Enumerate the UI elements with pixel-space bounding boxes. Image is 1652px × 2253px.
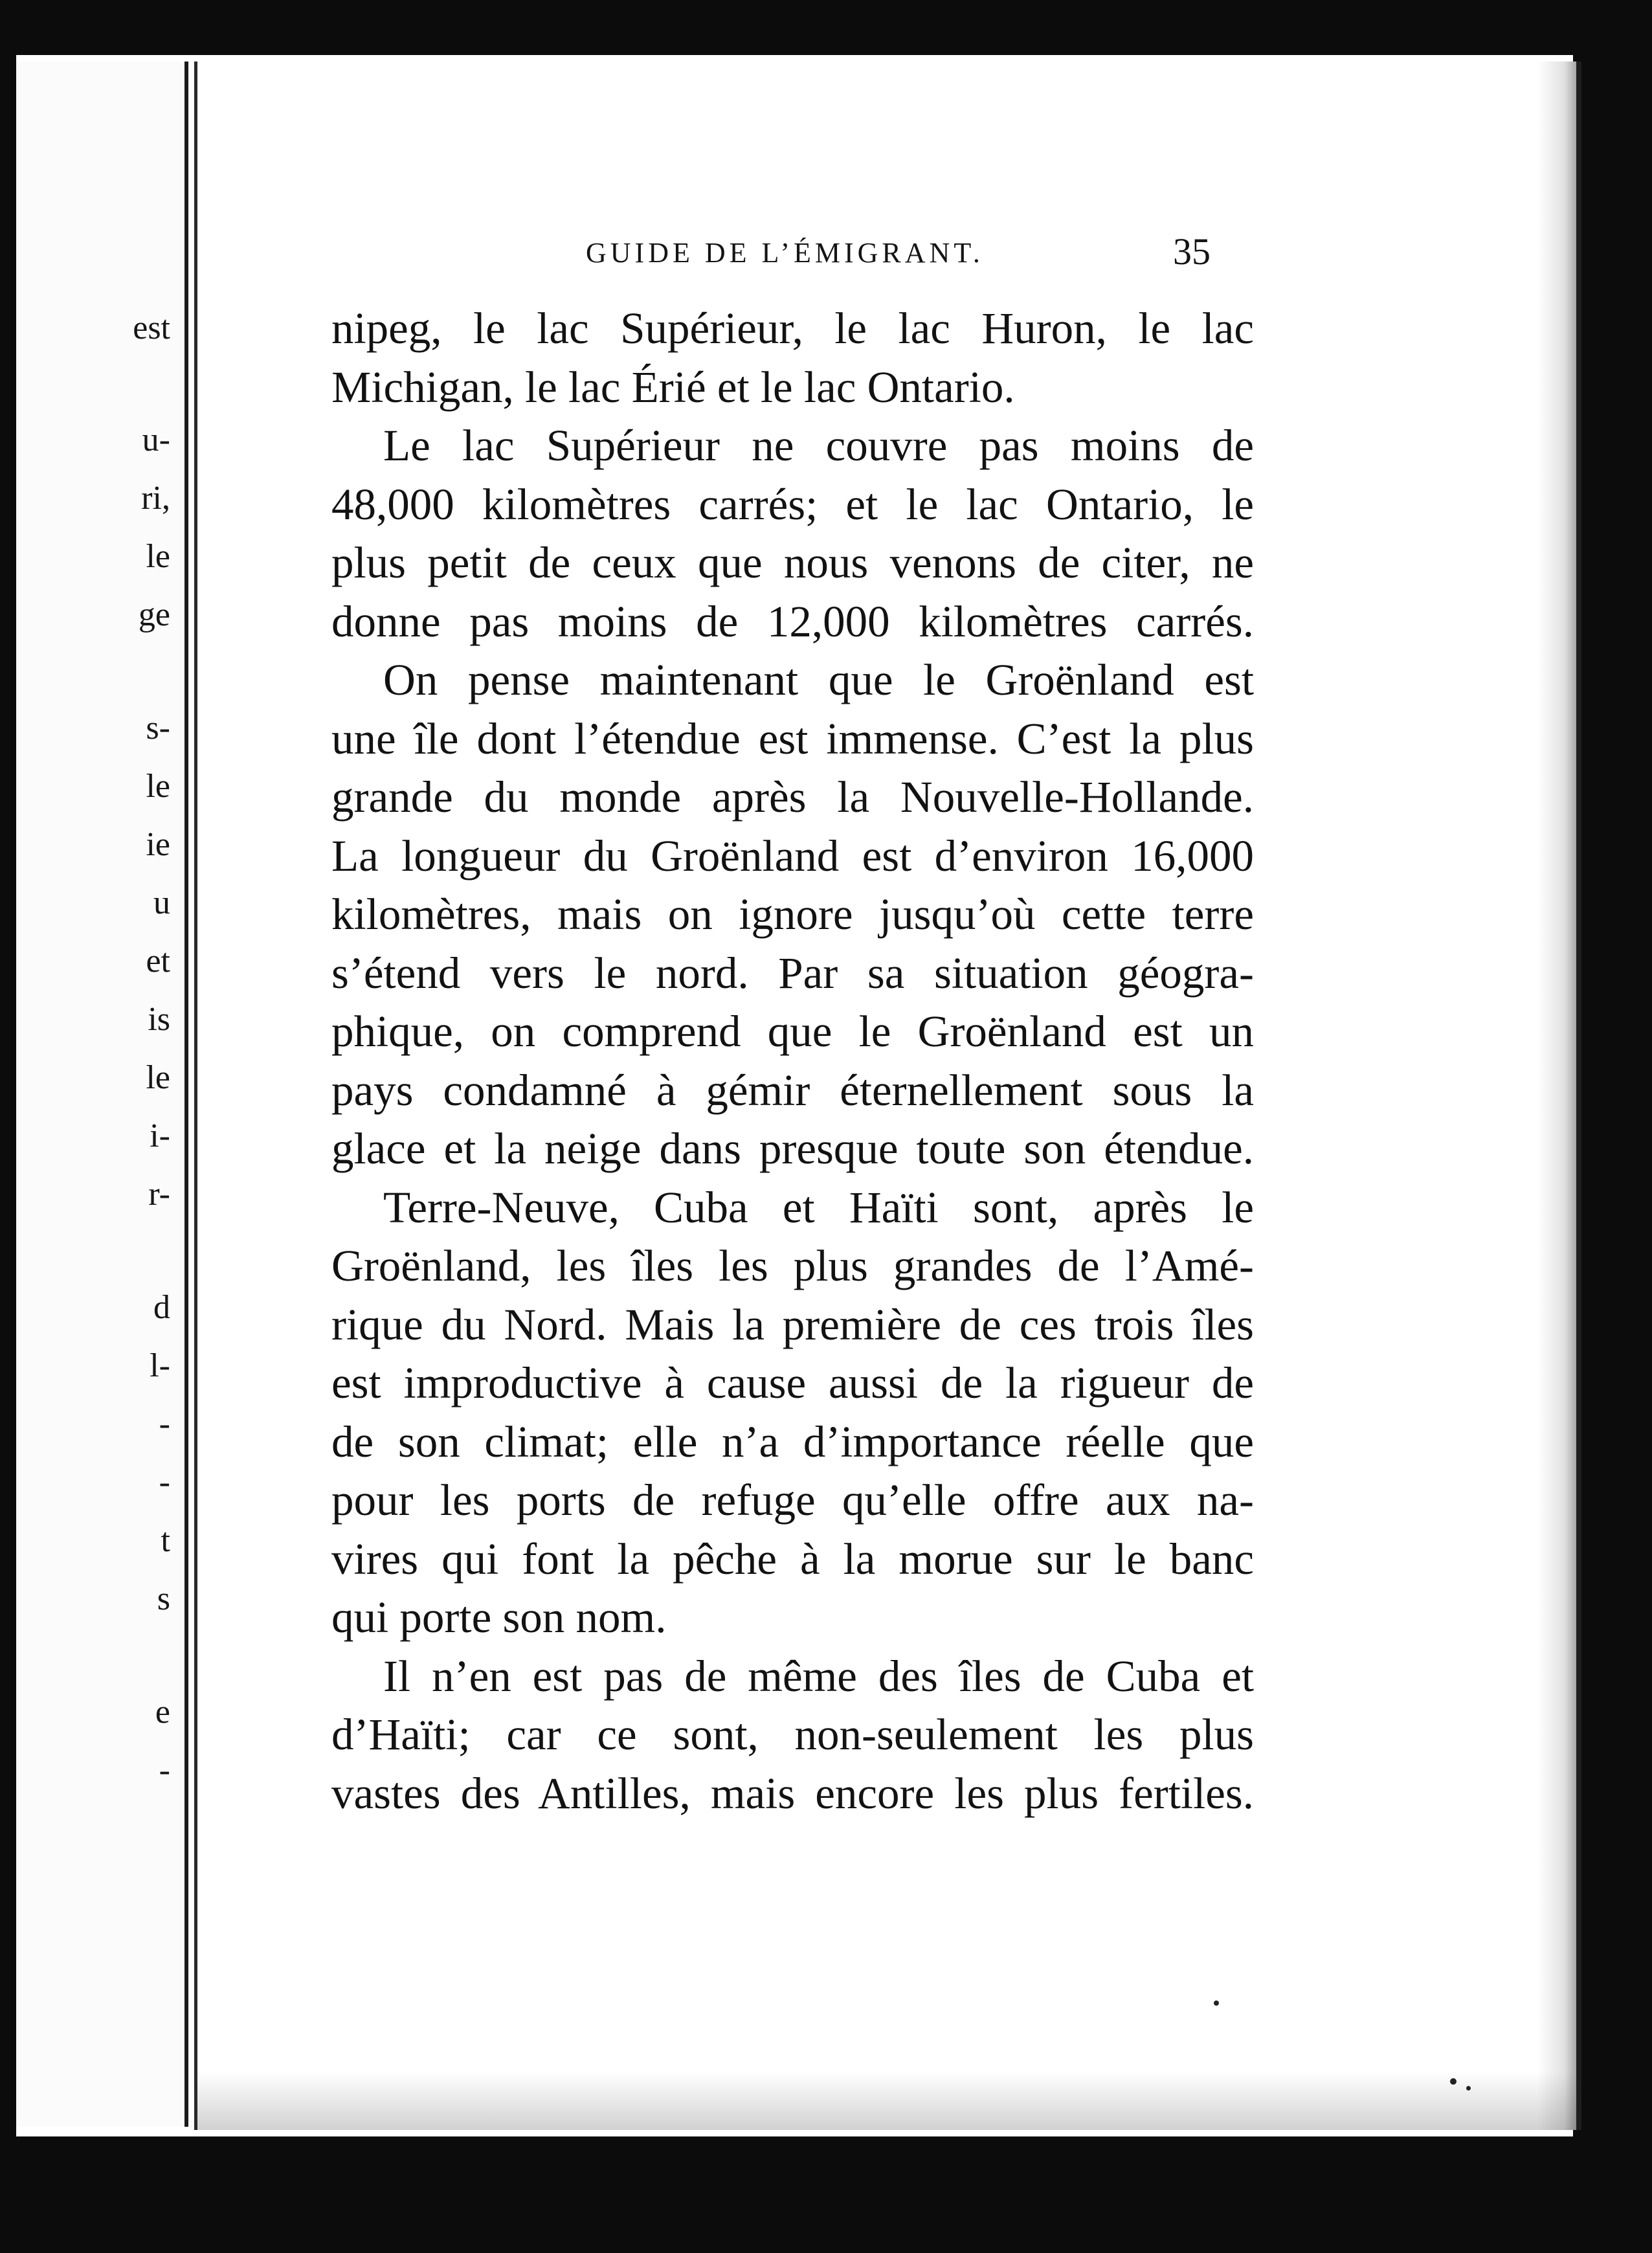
text-line: glace et la neige dans presque toute son étendue.	[331, 1124, 1254, 1173]
left-fragment: et	[146, 943, 170, 980]
text-line: vastes des Antilles, mais encore les plus fertiles.	[331, 1768, 1254, 1818]
scan-border-bottom	[0, 2136, 1652, 2253]
page-bottom-shadow	[197, 2072, 1576, 2130]
scan-speck	[1466, 2086, 1471, 2090]
text-line: vires qui font la pêche à la morue sur le banc	[331, 1534, 1254, 1584]
page-fold-shadow	[1537, 62, 1576, 2130]
left-fragment: le	[146, 1059, 170, 1096]
left-fragment: s-	[146, 710, 170, 746]
text-line: qui porte son nom.	[331, 1593, 667, 1642]
left-fragment: ri,	[141, 480, 170, 517]
left-fragment: u	[153, 884, 170, 921]
text-line: pour les ports de refuge qu’elle offre aux na-	[331, 1475, 1254, 1525]
left-fragment: d	[153, 1289, 170, 1326]
text-line: Le lac Supérieur ne couvre pas moins de	[383, 421, 1254, 470]
text-line: s’étend vers le nord. Par sa situation géogra-	[331, 948, 1254, 998]
running-head: GUIDE DE L’ÉMIGRANT.	[586, 237, 984, 269]
text-line: 48,000 kilomètres carrés; et le lac Ontario, le	[331, 479, 1254, 529]
text-line: Terre-Neuve, Cuba et Haïti sont, après le	[383, 1182, 1254, 1232]
page-number: 35	[1173, 230, 1211, 273]
left-fragment: est	[133, 309, 170, 346]
left-fragment: ie	[146, 826, 170, 863]
text-line: phique, on comprend que le Groënland est un	[331, 1007, 1254, 1056]
left-fragment: is	[148, 1001, 170, 1038]
left-fragment: i-	[150, 1117, 170, 1154]
left-fragment: -	[159, 1406, 170, 1442]
text-line: Il n’en est pas de même des îles de Cuba et	[383, 1651, 1254, 1701]
left-fragment: -	[159, 1464, 170, 1501]
text-line: une île dont l’étendue est immense. C’est la plus	[331, 713, 1254, 763]
left-fragment: s	[157, 1580, 170, 1617]
scan-border-top	[0, 0, 1652, 55]
text-line: kilomètres, mais on ignore jusqu’où cette terre	[331, 890, 1254, 939]
left-fragment: t	[161, 1522, 170, 1559]
text-line: est improductive à cause aussi de la rigueur de	[331, 1358, 1254, 1407]
scan-border-left	[0, 0, 16, 2253]
left-fragment: le	[146, 538, 170, 575]
text-line: On pense maintenant que le Groënland est	[383, 655, 1254, 704]
left-fragment: u-	[142, 421, 170, 458]
left-fragment: l-	[150, 1347, 170, 1384]
scan-speck	[1214, 2001, 1219, 2006]
scan-border-right	[1573, 0, 1652, 2253]
text-line: grande du monde après la Nouvelle-Hollande.	[331, 772, 1254, 822]
text-line: nipeg, le lac Supérieur, le lac Huron, le lac	[331, 304, 1254, 353]
text-line: Michigan, le lac Érié et le lac Ontario.	[331, 362, 1015, 412]
left-fragment: le	[146, 768, 170, 805]
left-fragment: ge	[138, 596, 170, 633]
text-line: plus petit de ceux que nous venons de citer, ne	[331, 538, 1254, 587]
text-line: La longueur du Groënland est d’environ 16,000	[331, 831, 1254, 880]
text-line: d’Haïti; car ce sont, non-seulement les plus	[331, 1710, 1254, 1759]
left-fragment: -	[159, 1752, 170, 1789]
text-line: pays condamné à gémir éternellement sous la	[331, 1065, 1254, 1115]
text-line: rique du Nord. Mais la première de ces trois îles	[331, 1299, 1254, 1349]
scan-speck	[1450, 2078, 1457, 2085]
left-fragment: r-	[148, 1176, 170, 1213]
text-line: Groënland, les îles les plus grandes de l’Amé-	[331, 1241, 1254, 1290]
text-line: donne pas moins de 12,000 kilomètres carrés.	[331, 596, 1254, 646]
body-text	[331, 299, 1254, 1822]
text-line: de son climat; elle n’a d’importance réelle que	[331, 1417, 1254, 1466]
left-fragment: e	[155, 1694, 170, 1731]
previous-page-fragment	[16, 62, 188, 2127]
